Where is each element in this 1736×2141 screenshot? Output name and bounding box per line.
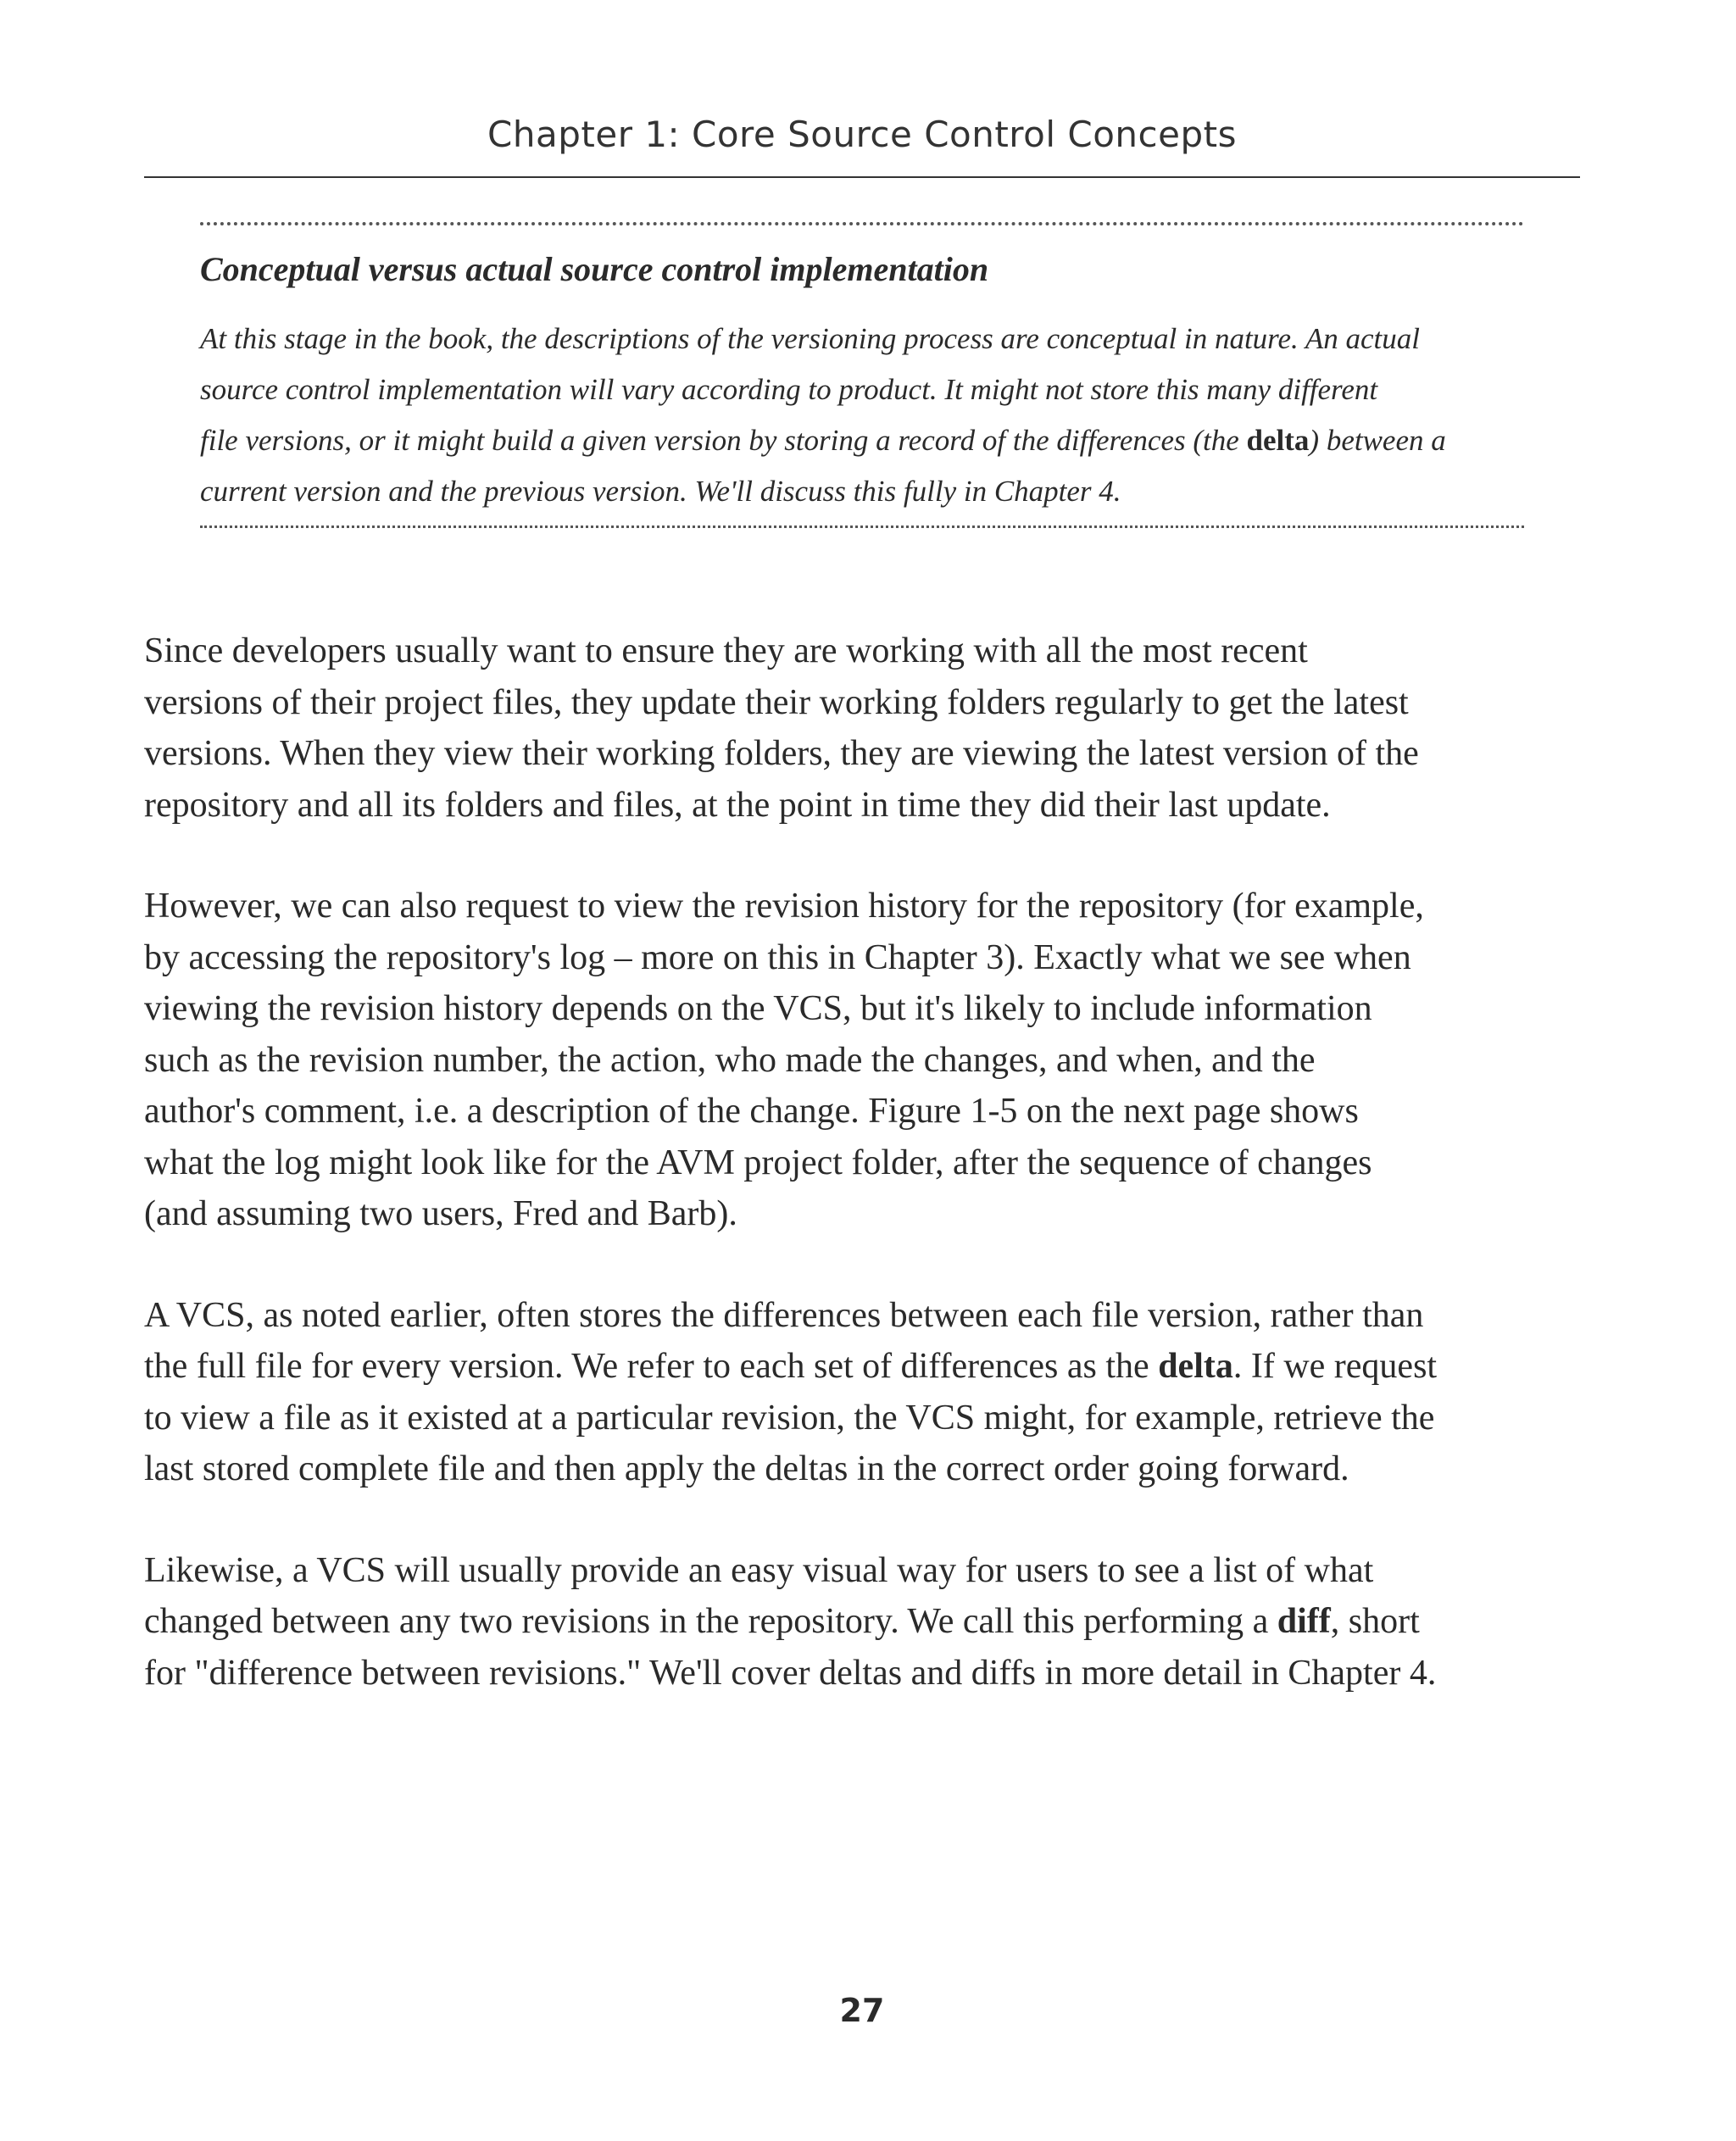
note-body xyxy=(200,314,1524,517)
note-title: Conceptual versus actual source control implementation xyxy=(200,250,989,288)
note-line-text: file versions, or it might build a given version by storing a record of the differences (the xyxy=(200,424,1247,457)
text-line: versions. When they view their working folders, they are viewing the latest version of the xyxy=(144,734,1419,773)
text-segment: . If we request xyxy=(1232,1347,1438,1386)
text-line: A VCS, as noted earlier, often stores the differences between each file version, rather than xyxy=(144,1295,1424,1335)
text-line: versions of their project files, they update their working folders regularly to get the latest xyxy=(144,682,1409,722)
note-line: source control implementation will vary according to product. It might not store this many different xyxy=(200,373,1378,406)
term-delta: delta xyxy=(1246,424,1310,457)
text-line: to view a file as it existed at a particular revision, the VCS might, for example, retrieve the xyxy=(144,1398,1435,1438)
text-line: last stored complete file and then apply the deltas in the correct order going forward. xyxy=(144,1449,1349,1488)
paragraph-diff xyxy=(144,1545,1580,1699)
term-diff: diff xyxy=(1277,1602,1331,1641)
text-line: for "difference between revisions." We'll cover deltas and diffs in more detail in Chapter 4. xyxy=(144,1653,1437,1693)
main-text xyxy=(144,626,1580,1749)
note-line xyxy=(200,415,1524,466)
text-line: by accessing the repository's log – more on this in Chapter 3). Exactly what we see when xyxy=(144,937,1411,977)
note-line-text: ) between a xyxy=(1309,424,1446,457)
running-header: Chapter 1: Core Source Control Concepts xyxy=(487,114,1237,155)
text-segment: the full file for every version. We refer to each set of differences as the xyxy=(144,1347,1159,1386)
note-top-divider xyxy=(200,222,1524,225)
text-line: what the log might look like for the AVM project folder, after the sequence of changes xyxy=(144,1143,1372,1182)
text-line: Likewise, a VCS will usually provide an easy visual way for users to see a list of what xyxy=(144,1550,1374,1590)
paragraph-working-folders xyxy=(144,626,1580,831)
header-rule xyxy=(144,176,1580,178)
text-line: However, we can also request to view the revision history for the repository (for example, xyxy=(144,887,1424,926)
text-line: (and assuming two users, Fred and Barb). xyxy=(144,1194,737,1233)
text-segment: , short xyxy=(1330,1602,1420,1641)
note-bottom-divider xyxy=(200,526,1524,528)
text-line: viewing the revision history depends on the VCS, but it's likely to include information xyxy=(144,989,1372,1028)
text-line: Since developers usually want to ensure they are working with all the most recent xyxy=(144,631,1308,670)
paragraph-deltas xyxy=(144,1290,1580,1495)
text-line xyxy=(144,1341,1580,1393)
text-line: repository and all its folders and files, at the point in time they did their last update. xyxy=(144,785,1331,825)
text-segment: changed between any two revisions in the repository. We call this performing a xyxy=(144,1602,1277,1641)
paragraph-revision-history xyxy=(144,881,1580,1240)
note-line: current version and the previous version. We'll discuss this fully in Chapter 4. xyxy=(200,475,1121,508)
text-line: author's comment, i.e. a description of the change. Figure 1-5 on the next page shows xyxy=(144,1092,1359,1131)
text-line: such as the revision number, the action, who made the changes, and when, and the xyxy=(144,1040,1316,1080)
page-number: 27 xyxy=(839,1992,885,2029)
note-line: At this stage in the book, the descriptions of the versioning process are conceptual in nature. An actual xyxy=(200,322,1420,355)
text-line xyxy=(144,1596,1580,1648)
note-box xyxy=(200,222,1524,528)
term-delta: delta xyxy=(1158,1347,1233,1386)
